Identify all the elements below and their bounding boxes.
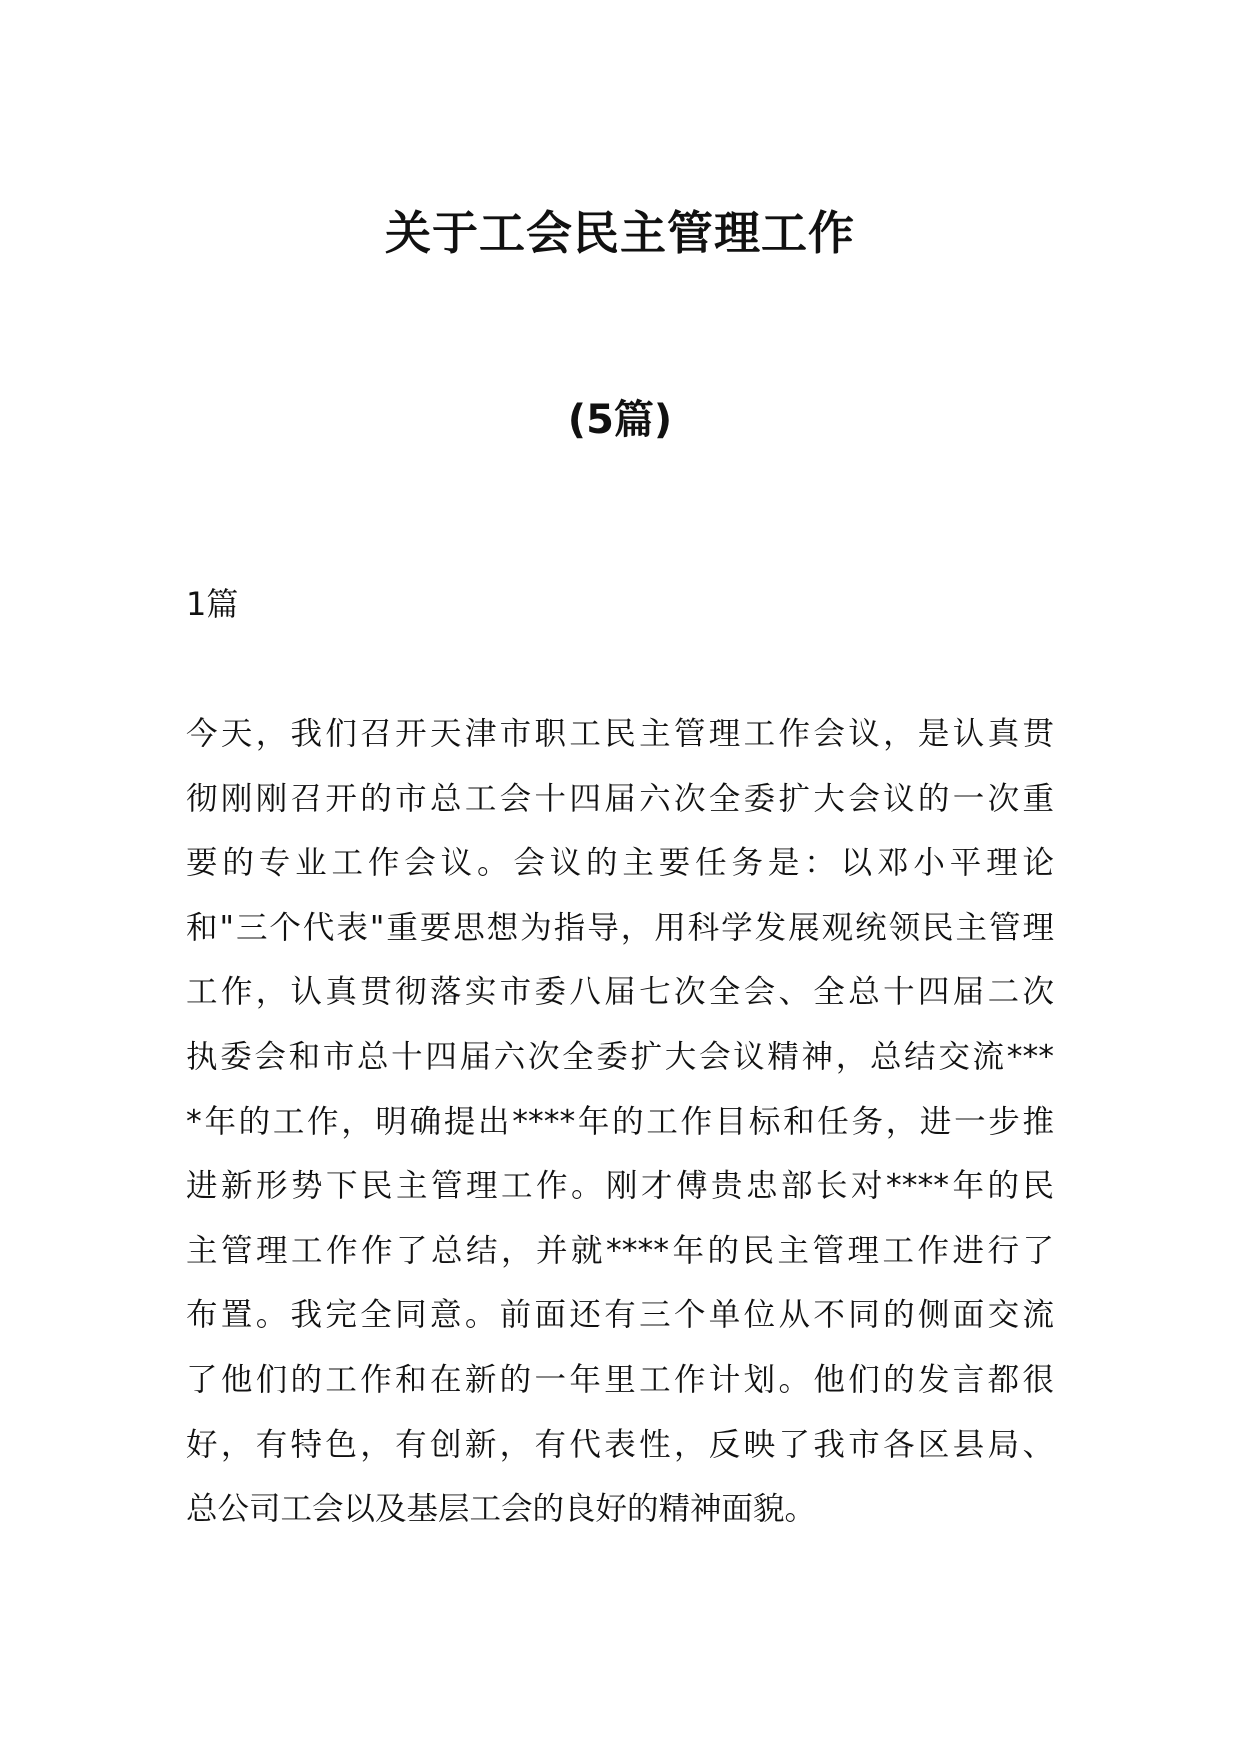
paragraph-line: 了他们的工作和在新的一年里工作计划。他们的发言都很 — [186, 1361, 1054, 1398]
paragraph-line: 和"三个代表"重要思想为指导，用科学发展观统领民主管理 — [186, 909, 1054, 946]
page-subtitle: (5篇) — [567, 397, 673, 443]
paragraph-line: 执委会和市总十四届六次全委扩大会议精神，总结交流*** — [186, 1038, 1054, 1075]
paragraph-line: 布置。我完全同意。前面还有三个单位从不同的侧面交流 — [186, 1297, 1054, 1334]
paragraph-line: 主管理工作作了总结，并就****年的民主管理工作进行了 — [186, 1232, 1054, 1269]
paragraph-line: 要的专业工作会议。会议的主要任务是：以邓小平理论 — [186, 845, 1054, 882]
section-label: 1篇 — [186, 585, 239, 623]
paragraph-line: *年的工作，明确提出****年的工作目标和任务，进一步推 — [186, 1103, 1054, 1140]
page-title: 关于工会民主管理工作 — [385, 206, 855, 260]
paragraph-line: 总公司工会以及基层工会的良好的精神面貌。 — [186, 1491, 817, 1528]
paragraph-line: 好，有特色，有创新，有代表性，反映了我市各区县局、 — [186, 1426, 1054, 1463]
body-paragraph — [186, 702, 1054, 1542]
paragraph-line: 彻刚刚召开的市总工会十四届六次全委扩大会议的一次重 — [186, 780, 1054, 817]
paragraph-line: 今天，我们召开天津市职工民主管理工作会议，是认真贯 — [186, 716, 1054, 752]
paragraph-line: 进新形势下民主管理工作。刚才傅贵忠部长对****年的民 — [186, 1168, 1054, 1205]
paragraph-line: 工作，认真贯彻落实市委八届七次全会、全总十四届二次 — [186, 974, 1054, 1011]
